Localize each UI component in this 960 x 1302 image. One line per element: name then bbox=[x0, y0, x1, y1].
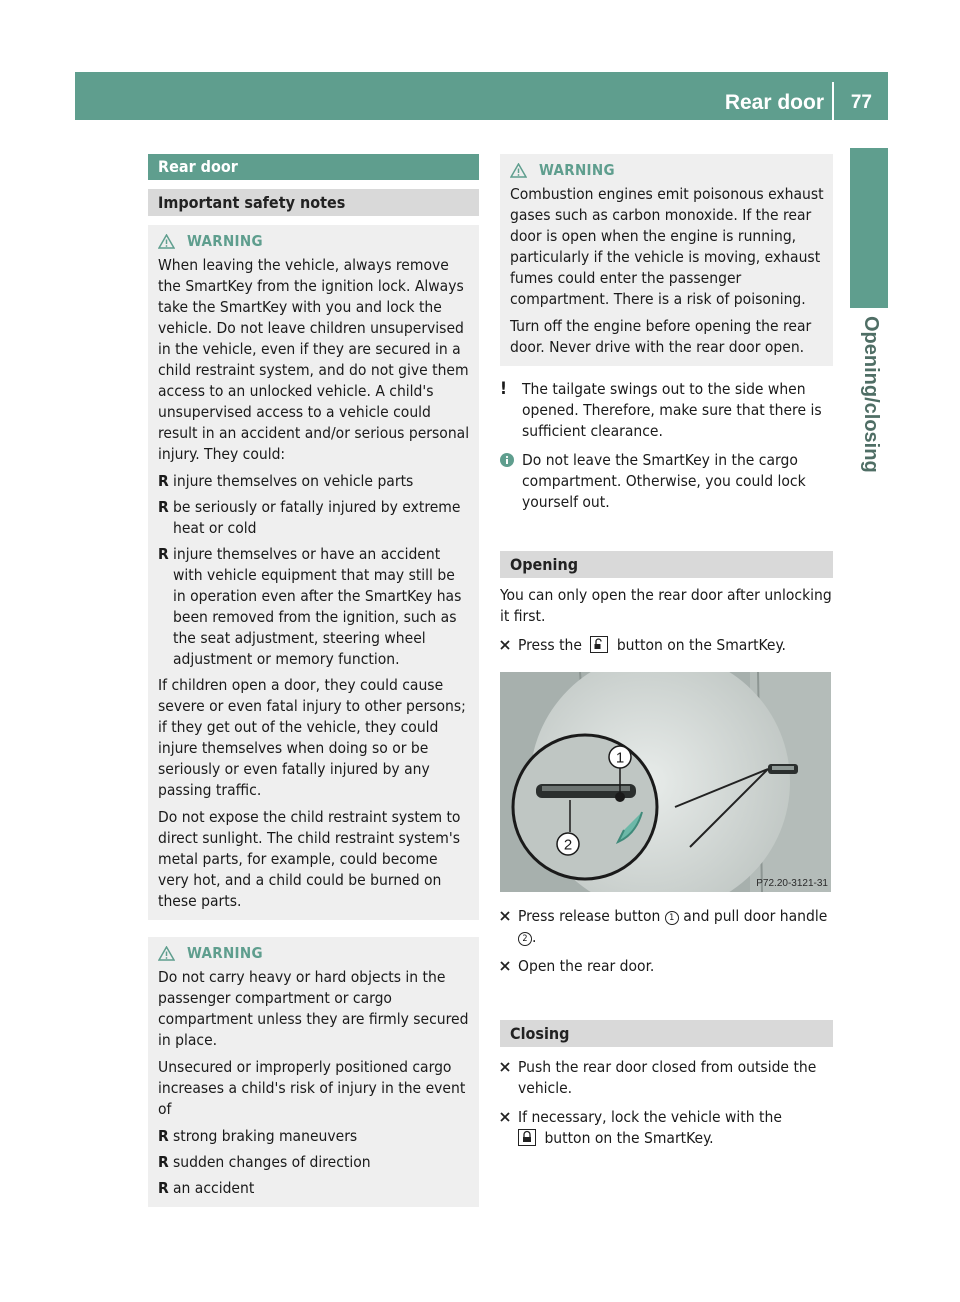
side-tab-block bbox=[850, 148, 888, 308]
left-column bbox=[148, 154, 479, 1207]
step-arrow-icon bbox=[500, 1107, 512, 1149]
list-item: R be seriously or fatally injured by extreme heat or cold bbox=[158, 498, 461, 537]
callout-1-ref: 1 bbox=[665, 911, 679, 925]
warning-header bbox=[158, 943, 471, 964]
step-item: Push the rear door closed from outside the vehicle. bbox=[500, 1057, 833, 1099]
header-title: Rear door bbox=[724, 91, 824, 114]
warning-header bbox=[158, 231, 471, 252]
warning-label: WARNING bbox=[539, 161, 615, 179]
warning-box-exhaust bbox=[500, 154, 833, 366]
step-arrow-icon bbox=[500, 906, 512, 948]
list-item: R strong braking maneuvers bbox=[158, 1127, 358, 1145]
warning-text: If children open a door, they could cause severe or even fatal injury to other persons; if they get out of the vehicle, they could injure themselves when doing so or be seriously or even fatally injured by any passing traffic. bbox=[158, 676, 466, 799]
rear-door-illustration bbox=[500, 672, 831, 892]
warning-header bbox=[510, 160, 825, 181]
unlock-button-icon bbox=[590, 636, 608, 653]
caution-note: ! The tailgate swings out to the side when opened. Therefore, make sure that there is sufficient clearance. bbox=[500, 379, 822, 440]
step-arrow-icon bbox=[500, 635, 512, 656]
page-header bbox=[75, 72, 888, 120]
step-arrow-icon bbox=[500, 956, 512, 977]
list-item: R injure themselves or have an accident with vehicle equipment that may still be in operation even after the SmartKey has been removed from the ignition, such as the seat adjustment, steering wheel adjustment or memory function. bbox=[158, 545, 462, 668]
warning-text: Do not carry heavy or hard objects in the passenger compartment or cargo compartment unless they are firmly secured in place. bbox=[158, 968, 469, 1049]
warning-triangle-icon bbox=[158, 946, 175, 961]
callout-2-ref: 2 bbox=[518, 932, 532, 946]
opening-intro: You can only open the rear door after unlocking it first. bbox=[500, 586, 832, 625]
warning-text: When leaving the vehicle, always remove the SmartKey from the ignition lock. Always take the SmartKey with you and lock the vehicle. Do not leave children unsupervised in the vehicle, even if they are secured in a child restraint system, and do not give them access to an unlocked vehicle. A child's unsupervised access to a vehicle could result in an accident and/or serious personal injury. They could: bbox=[158, 256, 470, 463]
callout-2-label: 2 bbox=[563, 836, 573, 854]
info-note: Do not leave the SmartKey in the cargo compartment. Otherwise, you could lock yourself out. bbox=[500, 450, 833, 513]
side-tab-label: Opening/closing bbox=[860, 316, 882, 473]
rear-door-figure bbox=[500, 672, 831, 892]
header-divider bbox=[832, 82, 834, 120]
list-item: R sudden changes of direction bbox=[158, 1153, 371, 1171]
step-arrow-icon bbox=[500, 1057, 512, 1099]
callout-1-label: 1 bbox=[615, 749, 625, 767]
right-column bbox=[500, 154, 833, 1157]
step-item: If necessary, lock the vehicle with the button on the SmartKey. bbox=[500, 1107, 833, 1149]
subsection-title: Important safety notes bbox=[148, 189, 479, 216]
warning-triangle-icon bbox=[510, 163, 527, 178]
side-tab bbox=[852, 316, 888, 746]
step-item: Press the button on the SmartKey. bbox=[500, 635, 833, 656]
figure-code: P72.20-3121-31 bbox=[756, 878, 828, 889]
opening-title: Opening bbox=[500, 551, 833, 578]
step-item: Open the rear door. bbox=[500, 956, 833, 977]
warning-box-children bbox=[148, 225, 479, 920]
section-title: Rear door bbox=[148, 154, 479, 180]
page-number: 77 bbox=[850, 92, 872, 113]
warning-label: WARNING bbox=[187, 232, 263, 250]
closing-title: Closing bbox=[500, 1020, 833, 1047]
warning-text: Turn off the engine before opening the rear door. Never drive with the rear door open. bbox=[510, 317, 812, 356]
warning-text: Do not expose the child restraint system to direct sunlight. The child restraint system's metal parts, for example, could become very hot, and a child could be burned on these parts. bbox=[158, 808, 461, 910]
info-icon bbox=[500, 450, 512, 513]
step-item: Press release button 1 and pull door handle 2 . bbox=[500, 906, 833, 948]
warning-text: Combustion engines emit poisonous exhaust gases such as carbon monoxide. If the rear door is open when the engine is running, particularly if the vehicle is moving, exhaust fumes could enter the passenger compartment. There is a risk of poisoning. bbox=[510, 185, 824, 308]
lock-button-icon bbox=[518, 1129, 536, 1146]
warning-text: Unsecured or improperly positioned cargo increases a child's risk of injury in the event of bbox=[158, 1058, 466, 1118]
list-item: R injure themselves on vehicle parts bbox=[158, 472, 414, 490]
exclamation-icon: ! bbox=[500, 379, 507, 399]
warning-label: WARNING bbox=[187, 944, 263, 962]
list-item: R an accident bbox=[158, 1179, 255, 1197]
warning-box-cargo bbox=[148, 937, 479, 1207]
warning-triangle-icon bbox=[158, 234, 175, 249]
